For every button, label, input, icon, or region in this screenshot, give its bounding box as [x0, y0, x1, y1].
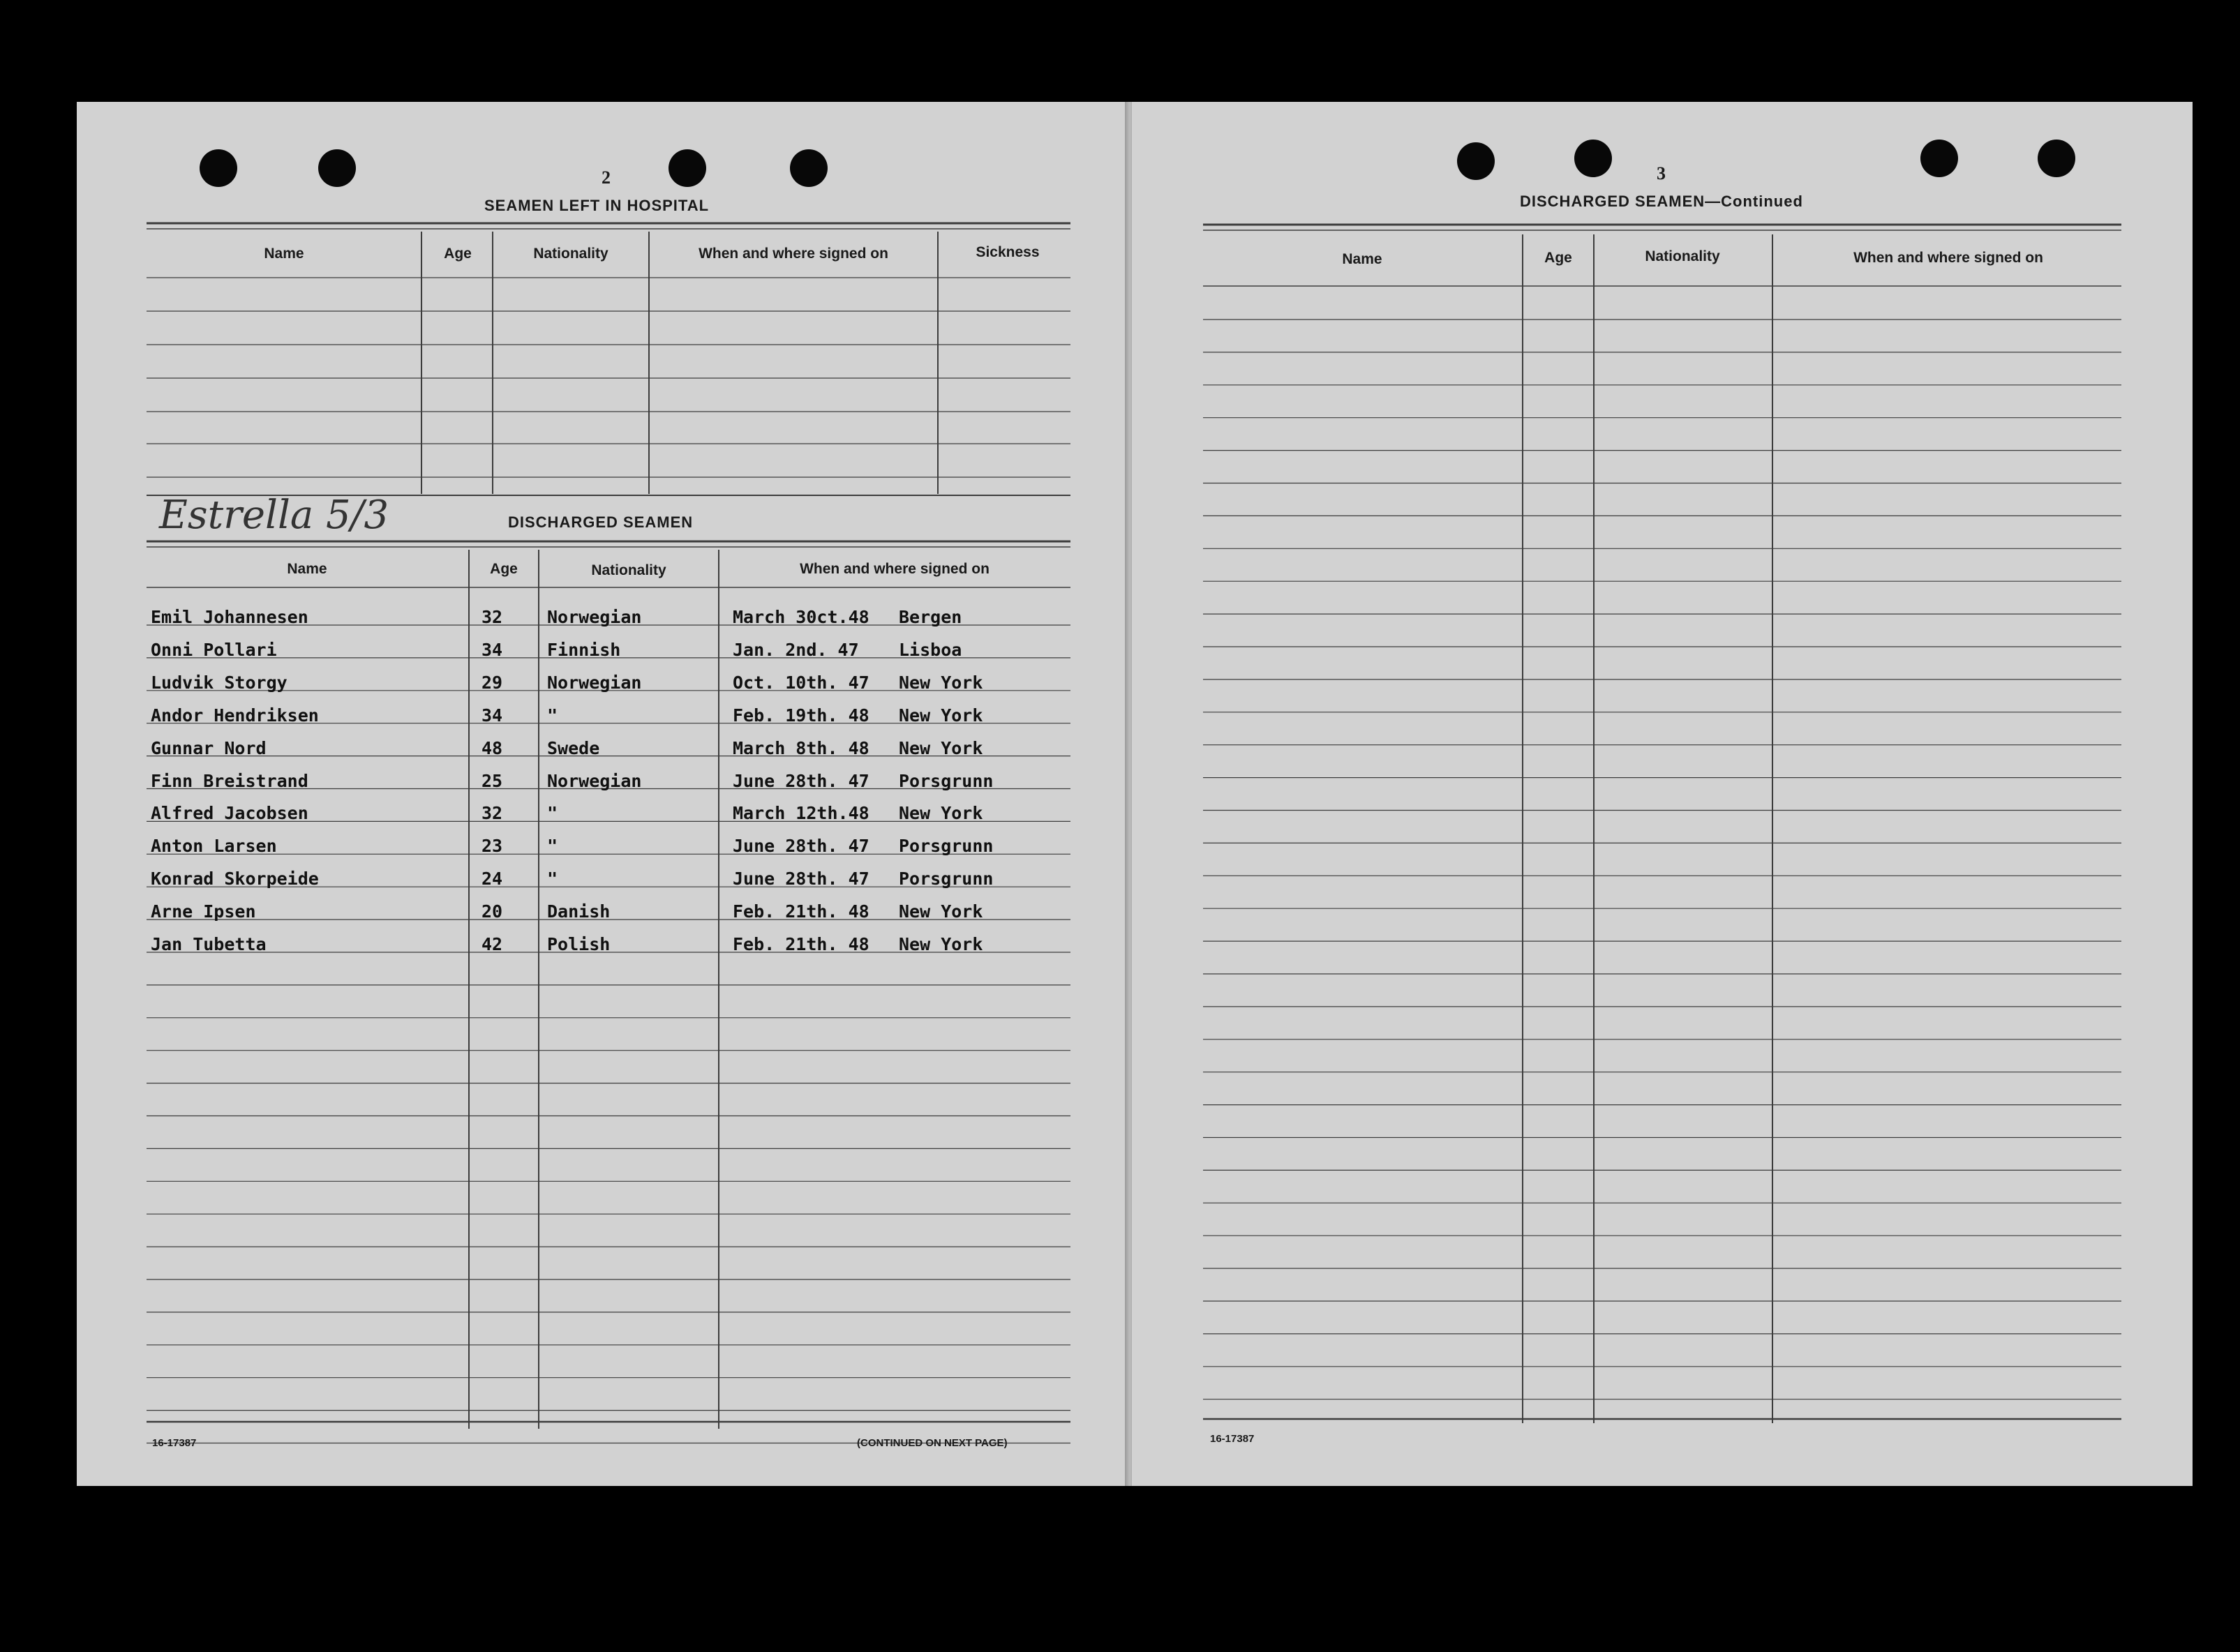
- seaman-signed-on-date: Feb. 21th. 48: [733, 901, 869, 922]
- seaman-signed-on-date: June 28th. 47: [733, 869, 869, 889]
- seaman-signed-on-place: Porsgrunn: [899, 770, 994, 791]
- continued-col-name: Name: [1342, 251, 1382, 267]
- form-number-left: 16-17387: [152, 1437, 197, 1449]
- seaman-nationality: Swede: [547, 737, 600, 758]
- hospital-col-signed-on: When and where signed on: [699, 246, 888, 262]
- seaman-nationality: Norwegian: [547, 672, 642, 693]
- seaman-name: Gunnar Nord: [151, 737, 267, 758]
- seaman-age: 25: [481, 770, 503, 791]
- seaman-name: Emil Johannesen: [151, 607, 308, 627]
- seaman-signed-on-date: March 8th. 48: [733, 737, 869, 758]
- hospital-col-sickness: Sickness: [976, 244, 1040, 260]
- seaman-age: 34: [481, 705, 503, 726]
- seaman-nationality: Finnish: [547, 639, 621, 660]
- discharged-section-title: DISCHARGED SEAMEN: [508, 513, 694, 531]
- seaman-nationality: ": [547, 803, 558, 824]
- seaman-nationality: ": [547, 836, 558, 857]
- seaman-age: 23: [481, 836, 503, 857]
- seaman-signed-on-place: New York: [899, 737, 983, 758]
- seaman-nationality: Norwegian: [547, 607, 642, 627]
- seaman-age: 32: [481, 803, 503, 824]
- hospital-col-age: Age: [444, 246, 472, 262]
- seaman-nationality: Danish: [547, 901, 611, 922]
- seaman-signed-on-date: March 12th.48: [733, 803, 869, 824]
- seaman-signed-on-place: Bergen: [899, 607, 962, 627]
- continued-section-title: DISCHARGED SEAMEN—Continued: [1520, 193, 1803, 210]
- seaman-name: Konrad Skorpeide: [151, 869, 319, 889]
- discharged-col-age: Age: [490, 561, 518, 577]
- seaman-nationality: ": [547, 869, 558, 889]
- continued-col-nationality: Nationality: [1645, 248, 1720, 264]
- seaman-signed-on-date: March 30ct.48: [733, 607, 869, 627]
- page-number-right: 3: [1657, 163, 1666, 183]
- seaman-signed-on-place: Porsgrunn: [899, 869, 994, 889]
- seaman-signed-on-place: New York: [899, 934, 983, 954]
- seaman-signed-on-date: Feb. 21th. 48: [733, 934, 869, 954]
- discharged-col-name: Name: [287, 561, 327, 577]
- continued-note: (CONTINUED ON NEXT PAGE): [857, 1437, 1008, 1449]
- discharged-col-nationality: Nationality: [591, 562, 666, 578]
- seaman-signed-on-place: New York: [899, 901, 983, 922]
- seaman-name: Andor Hendriksen: [151, 705, 319, 726]
- seaman-nationality: ": [547, 705, 558, 726]
- seaman-signed-on-date: June 28th. 47: [733, 770, 869, 791]
- seaman-name: Finn Breistrand: [151, 770, 308, 791]
- hospital-col-nationality: Nationality: [533, 246, 608, 262]
- seaman-age: 20: [481, 901, 503, 922]
- seaman-signed-on-date: Feb. 19th. 48: [733, 705, 869, 726]
- continued-col-age: Age: [1544, 250, 1572, 266]
- seaman-age: 42: [481, 934, 503, 954]
- seaman-name: Alfred Jacobsen: [151, 803, 308, 824]
- seaman-name: Onni Pollari: [151, 639, 277, 660]
- seaman-name: Anton Larsen: [151, 836, 277, 857]
- seaman-signed-on-date: Oct. 10th. 47: [733, 672, 869, 693]
- continued-col-signed-on: When and where signed on: [1853, 250, 2043, 266]
- seaman-age: 48: [481, 737, 503, 758]
- seaman-signed-on-date: June 28th. 47: [733, 836, 869, 857]
- seaman-name: Ludvik Storgy: [151, 672, 288, 693]
- seaman-nationality: Norwegian: [547, 770, 642, 791]
- seaman-signed-on-place: Porsgrunn: [899, 836, 994, 857]
- hospital-col-name: Name: [264, 246, 304, 262]
- form-number-right: 16-17387: [1210, 1433, 1255, 1445]
- seaman-signed-on-place: Lisboa: [899, 639, 962, 660]
- seaman-signed-on-place: New York: [899, 705, 983, 726]
- seaman-age: 29: [481, 672, 503, 693]
- seaman-age: 32: [481, 607, 503, 627]
- seaman-name: Arne Ipsen: [151, 901, 256, 922]
- hospital-section-title: SEAMEN LEFT IN HOSPITAL: [484, 197, 710, 214]
- seaman-name: Jan Tubetta: [151, 934, 267, 954]
- discharged-col-signed-on: When and where signed on: [800, 561, 990, 577]
- seaman-age: 34: [481, 639, 503, 660]
- seaman-age: 24: [481, 869, 503, 889]
- page-number-left: 2: [602, 167, 611, 188]
- handwritten-ship-note: Estrella 5/3: [159, 493, 389, 538]
- seaman-signed-on-place: New York: [899, 803, 983, 824]
- seaman-signed-on-place: New York: [899, 672, 983, 693]
- seaman-nationality: Polish: [547, 934, 611, 954]
- seaman-signed-on-date: Jan. 2nd. 47: [733, 639, 859, 660]
